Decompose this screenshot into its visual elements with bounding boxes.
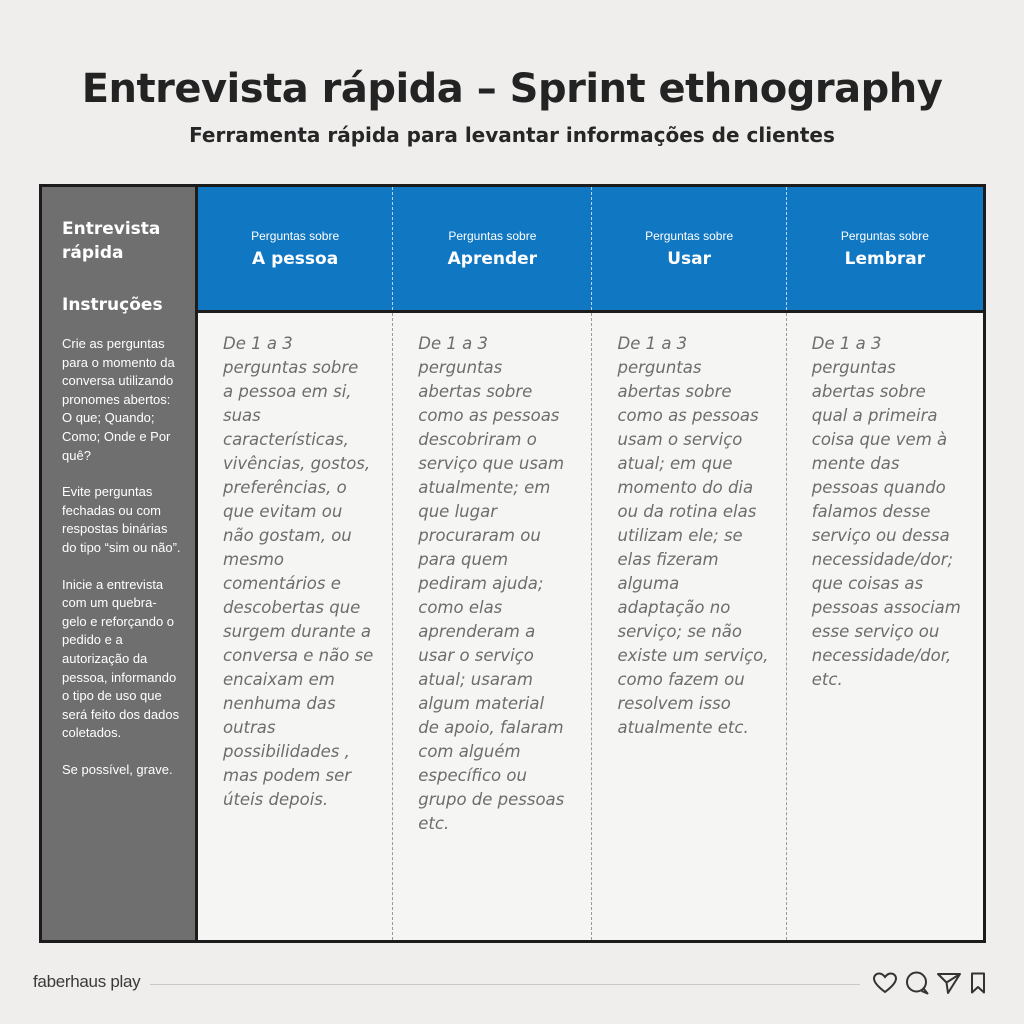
column-header-label: Aprender <box>447 249 538 269</box>
column-header-label: A pessoa <box>252 249 339 269</box>
instruction-paragraph: Crie as perguntas para o momento da conversa utilizando pronomes abertos: O que; Quando; Como; Onde e Por quê? <box>62 336 175 463</box>
comment-icon[interactable] <box>904 970 930 996</box>
footer-divider <box>150 984 860 985</box>
interview-board <box>39 184 986 943</box>
column-header-caption: Perguntas sobre <box>645 229 734 243</box>
column-header-usar <box>591 187 785 310</box>
column-text-aprender: De 1 a 3 perguntas abertas sobre como as pessoas descobriram o serviço que usam atualmente; em que lugar procuraram ou para quem pediram ajuda; como elas aprenderam a usar o serviço atual; usaram algum material de apoio, falaram com alguém específico ou grupo de pessoas etc. <box>392 313 591 940</box>
column-text-pessoa: De 1 a 3 perguntas sobre a pessoa em si, suas características, vivências, gostos, preferências, o que evitam ou não gostam, ou mesmo comentários e descobertas que surgem durante a conversa e não se encaixam em nenhuma das outras possibilidades , mas podem ser úteis depois. <box>223 334 374 809</box>
column-header-row <box>198 187 983 313</box>
social-actions <box>872 970 988 996</box>
question-columns <box>198 187 983 940</box>
heart-icon[interactable] <box>872 971 898 995</box>
column-header-caption: Perguntas sobre <box>448 229 537 243</box>
column-header-label: Usar <box>667 249 711 269</box>
instructions-sidebar <box>42 187 198 940</box>
column-header-aprender <box>392 187 591 310</box>
instruction-paragraph: Inicie a entrevista com um quebra-gelo e reforçando o pedido e a autorização da pessoa, informando o tipo de uso que será feito dos dados coletados. <box>62 576 180 741</box>
page-title: Entrevista rápida – Sprint ethnography <box>81 66 943 112</box>
column-header-lembrar <box>786 187 983 310</box>
column-header-label: Lembrar <box>844 249 926 269</box>
instruction-paragraph: Se possível, grave. <box>62 761 173 777</box>
instruction-paragraph: Evite perguntas fechadas ou com respostas binárias do tipo “sim ou não”. <box>62 484 181 555</box>
column-header-caption: Perguntas sobre <box>840 229 929 243</box>
instructions-label: Instruções <box>62 295 163 315</box>
column-body-row <box>198 313 983 940</box>
column-text-lembrar: De 1 a 3 perguntas abertas sobre qual a primeira coisa que vem à mente das pessoas quando falamos desse serviço ou dessa necessidade/dor; que coisas as pessoas associam esse serviço ou necessidade/dor, etc. <box>786 313 983 940</box>
send-icon[interactable] <box>936 971 962 995</box>
bookmark-icon[interactable] <box>968 971 988 995</box>
sidebar-title: Entrevista rápida <box>62 219 161 263</box>
brand-logo: faberhaus play <box>33 972 141 991</box>
page-subtitle: Ferramenta rápida para levantar informações de clientes <box>189 123 835 147</box>
column-text-usar: De 1 a 3 perguntas abertas sobre como as pessoas usam o serviço atual; em que momento do dia ou da rotina elas utilizam ele; se elas fizeram alguma adaptação no serviço; se não existe um serviço, como fazem ou resolvem isso atualmente etc. <box>591 313 785 940</box>
column-header-caption: Perguntas sobre <box>251 229 340 243</box>
column-header-pessoa <box>198 187 392 310</box>
